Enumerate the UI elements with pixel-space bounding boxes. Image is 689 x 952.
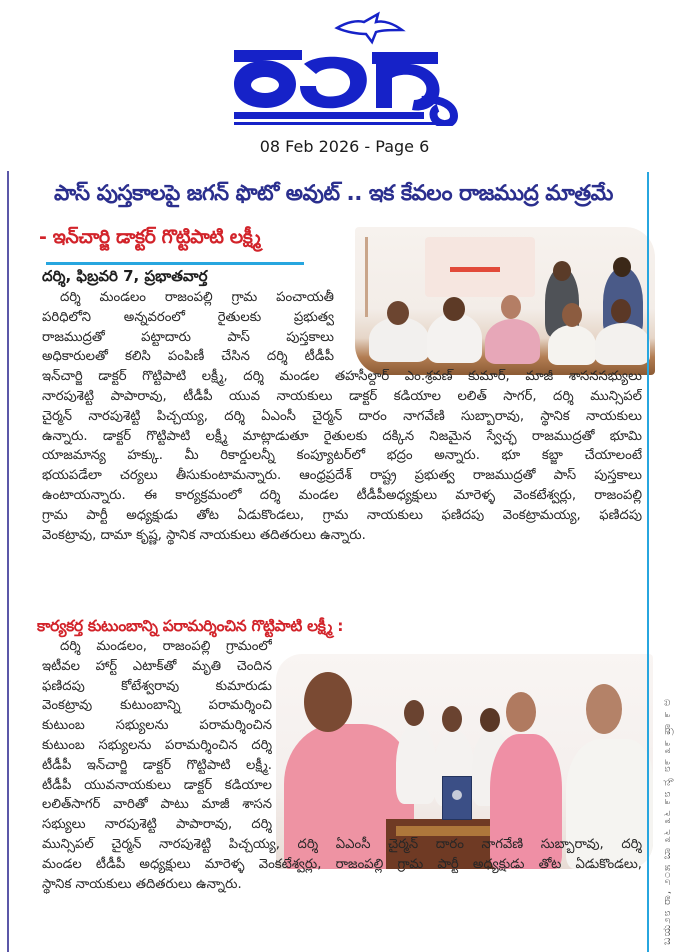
body-line: దర్శి మండలం రాజంపల్లి గ్రామ పంచాయతీ bbox=[60, 290, 334, 305]
story-dateline: దర్శి, ఫిబ్రవరి 7, ప్రభాతవార్త bbox=[42, 267, 208, 285]
body-line: వెంకట్రావు కుటుంబాన్ని పరామర్శించి bbox=[42, 698, 272, 714]
body-line: వెంకట్రావు, దామా కృష్ణ, స్థానిక నాయకులు తదితరులు ఉన్నారు. bbox=[42, 527, 366, 543]
adjacent-column-text: ಬಯ೨೮ ರಾ, ೨೦೫ ಬಾ ೩೬ ೩೬ ೯೮ ನೃ ೮೯ ೩೯ ಪ್ರಾ ೯ ಅ bbox=[660, 697, 673, 945]
body-line: ఉన్నారు. డాక్టర్ గొట్టిపాటి లక్ష్మీ మాట్లాడుతూ రైతులకు దక్కిన నిజమైన స్వేచ్ఛ రాజముద్రతో భూమి bbox=[42, 428, 642, 444]
news-article bbox=[7, 171, 643, 952]
body-line: స్థానిక నాయకులు తదితరులు ఉన్నారు. bbox=[42, 876, 242, 892]
body-line: నారపుశెట్టి పాపారావు, టీడీపీ యువ నాయకులు డాక్టర్ కడియాల లలిత్ సాగర్, దర్శి మున్సిపల్ bbox=[42, 388, 642, 404]
body-line: ఉంటాయన్నారు. ఈ కార్యక్రమంలో దర్శి మండల టీడీపీఅధ్యక్షులు మారెళ్ళ వెంకటేశ్వర్లు, రాజంపల్లి bbox=[42, 487, 642, 503]
subheadline-underline bbox=[46, 262, 304, 265]
body-line: భయపడేలా చర్యలు తీసుకుంటామన్నారు. ఆంధ్రప్రదేశ్ రాష్ట్ర ప్రభుత్వ రాజముద్రతో పాస్ పుస్తకాలు bbox=[42, 468, 642, 484]
body-line: కుటుంబ సభ్యులను పరామర్శించిన bbox=[42, 718, 272, 734]
body-line: దర్శి మండలం, రాజంపల్లి గ్రామంలో bbox=[60, 639, 272, 654]
body-line: ఇన్‌చార్జి డాక్టర్ గొట్టిపాటి లక్ష్మీ, దర్శి మండల తహసీల్దార్ ఎం.శ్రవణ్ కుమార్, మాజీ శాసనసభ్యులు bbox=[42, 369, 642, 385]
body-line: రాజముద్రతో పట్టాదారు పాస్ పుస్తకాలు bbox=[42, 329, 334, 345]
body-line: సభ్యులు నారపుశెట్టి పాపారావు, దర్శి bbox=[42, 817, 272, 833]
body-line: యాజమాన్య హక్కు. మీ రికార్డులన్నీ కంప్యూటర్‌లో భద్రం అన్నారు. భూ కబ్జా చేయాలంటే bbox=[42, 448, 642, 464]
body-line: చైర్మన్ నారపుశెట్టి పిచ్చయ్య, దర్శి ఏఎంసీ చైర్మన్ దారం నాగవేణి సుబ్బారావు, స్థానిక నాయకులు bbox=[42, 408, 642, 424]
body-line: మండల టీడీపీ అధ్యక్షులు మారెళ్ళ వెంకటేశ్వర్లు, రాజంపల్లి గ్రామ పార్టీ అధ్యక్షుడు తోట ఏడుకొండలు, bbox=[42, 856, 642, 872]
section-2-heading: కార్యకర్త కుటుంబాన్ని పరామర్శించిన గొట్టిపాటి లక్ష్మీ : bbox=[37, 617, 344, 635]
body-line: మున్సిపల్ చైర్మన్ నారపుశెట్టి పిచ్చయ్య, దర్శి ఏఎంసీ చైర్మన్ దారం నాగవేణి సుబ్బారావు, దర్శి bbox=[42, 836, 642, 852]
article-headline: పాస్ పుస్తకాలపై జగన్ ఫొటో అవుట్ .. ఇక కేవలం రాజముద్ర మాత్రమే bbox=[54, 181, 613, 206]
dove-icon bbox=[337, 14, 402, 42]
body-line: లలిత్‌సాగర్ వారితో పాటు మాజీ శాసన bbox=[42, 797, 272, 813]
body-line: టీడీపీ ఇన్‌చార్జి డాక్టర్ గొట్టిపాటి లక్ష్మీ. bbox=[42, 757, 272, 773]
article-body-paragraph-1 bbox=[42, 288, 642, 545]
body-line: పరిధిలోని అన్నవరంలో రైతులకు ప్రభుత్వ bbox=[42, 309, 334, 325]
article-subheadline: - ఇన్‌చార్జి డాక్టర్ గొట్టిపాటి లక్ష్మీ bbox=[39, 226, 261, 248]
body-line: గ్రామ పార్టీ అధ్యక్షుడు తోట ఏడుకొండలు, గ్రామ నాయకులు ఫణిదపు వెంకట్రామయ్య, ఫణిదపు bbox=[42, 507, 642, 523]
article-body-paragraph-2 bbox=[42, 637, 642, 894]
edition-date-page: 08 Feb 2026 - Page 6 bbox=[259, 137, 430, 156]
body-line: కుటుంబ సభ్యులను పరామర్శించిన దర్శి bbox=[42, 737, 272, 753]
body-line: టీడీపీ యువనాయకులు డాక్టర్ కడియాల bbox=[42, 777, 272, 793]
varta-logo bbox=[232, 8, 462, 126]
body-line: ఫణిదపు కోటేశ్వరావు కుమారుడు bbox=[42, 678, 272, 694]
body-line: ఇటీవల హార్ట్ ఎటాక్‌తో మృతి చెందిన bbox=[42, 658, 272, 674]
column-divider bbox=[647, 172, 649, 952]
body-line: అధికారులతో కలిసి పంపిణీ చేసిన దర్శి టీడీపీ bbox=[42, 349, 334, 365]
masthead bbox=[0, 0, 689, 165]
